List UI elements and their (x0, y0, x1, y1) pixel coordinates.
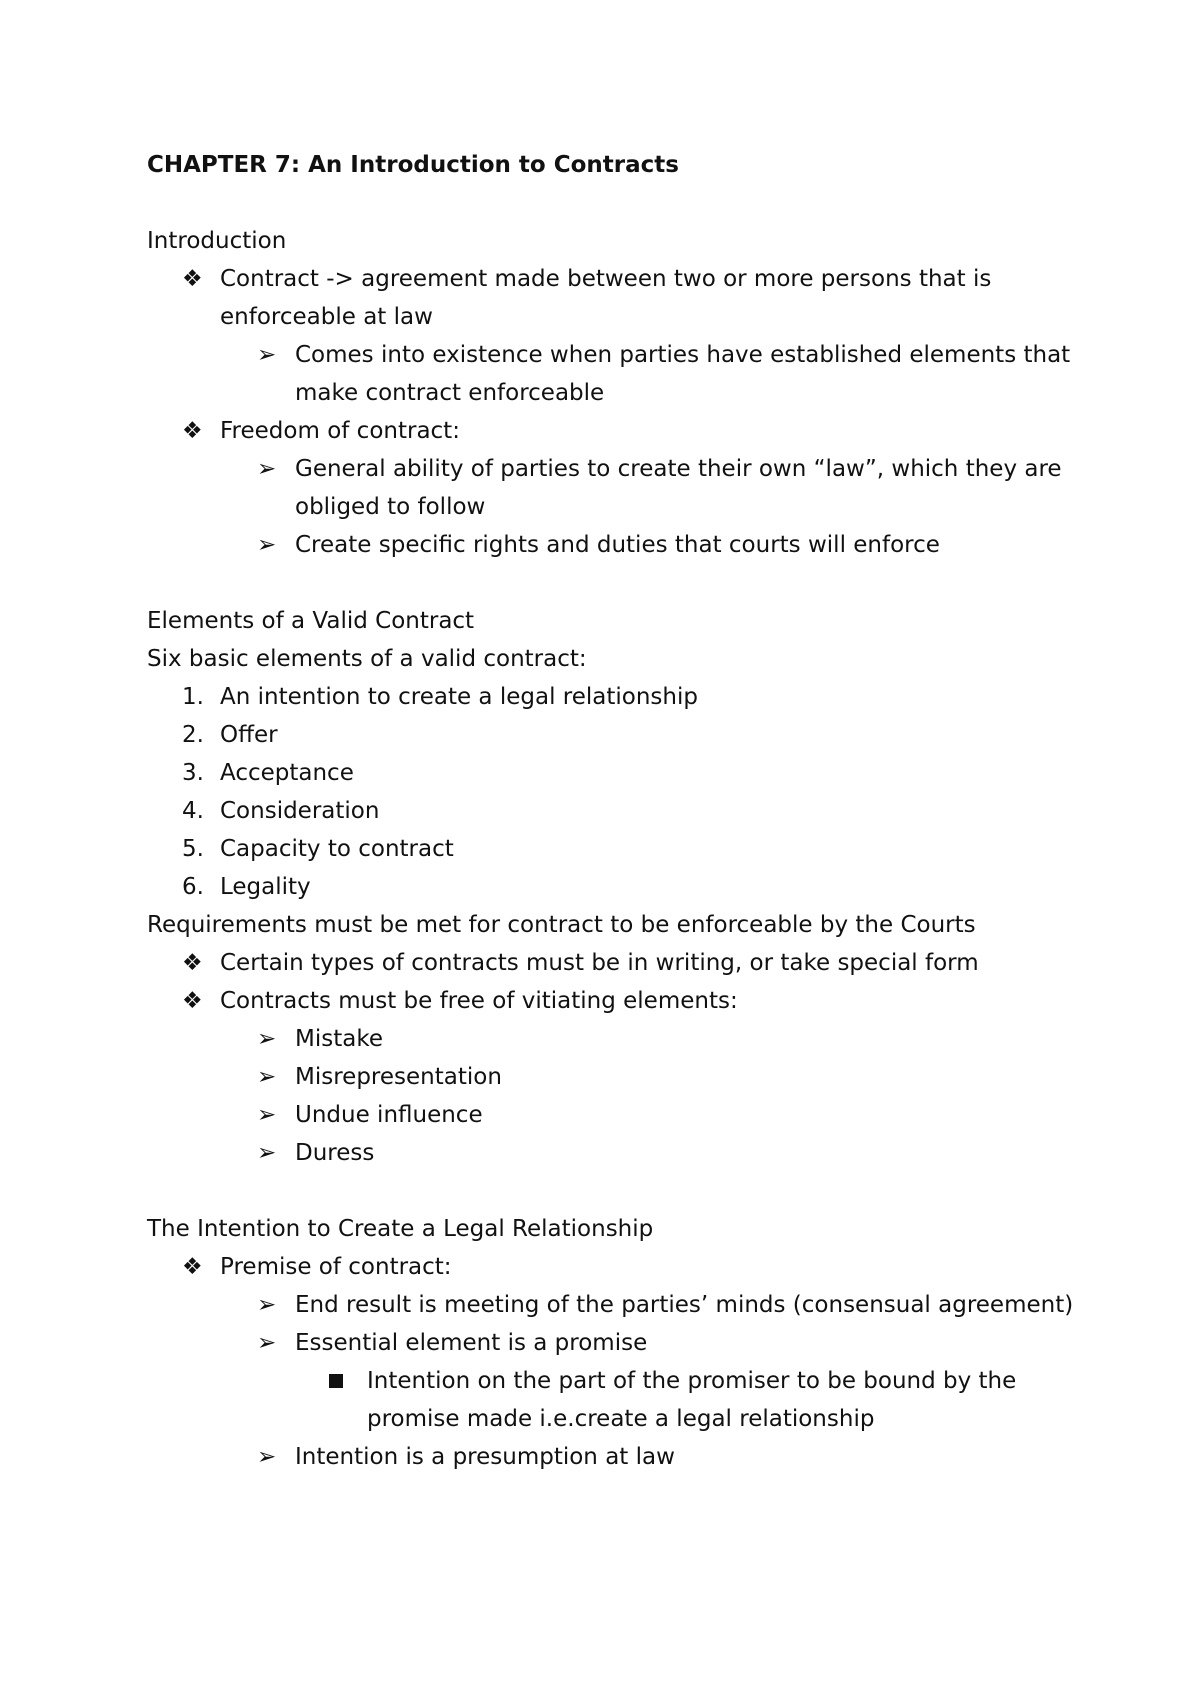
list-item-text: Premise of contract: (220, 1254, 452, 1280)
item-number: 6. (182, 874, 204, 900)
section-heading-intention: The Intention to Create a Legal Relationship (147, 1216, 654, 1242)
diamond-bullet-icon: ❖ (182, 950, 203, 976)
requirements-text: Requirements must be met for contract to be enforceable by the Courts (147, 912, 976, 938)
list-item (147, 1248, 1077, 1286)
arrow-bullet-icon: ➢ (257, 1102, 277, 1128)
spacer (147, 564, 1077, 602)
list-item-text: Undue influence (295, 1102, 483, 1128)
item-number: 4. (182, 798, 204, 824)
spacer (147, 184, 1077, 222)
list-item-text: Misrepresentation (295, 1064, 502, 1090)
numbered-item (147, 830, 1077, 868)
arrow-bullet-icon: ➢ (257, 1444, 277, 1470)
list-item (147, 526, 1077, 564)
list-item (147, 1058, 1077, 1096)
list-item (147, 412, 1077, 450)
list-item-text: Duress (295, 1140, 375, 1166)
list-item (147, 944, 1077, 982)
elements-subheading: Six basic elements of a valid contract: (147, 646, 587, 672)
section-heading-introduction: Introduction (147, 228, 287, 254)
list-item-text: Contract -> agreement made between two or more persons that is enforceable at law (220, 266, 992, 330)
chapter-title: CHAPTER 7: An Introduction to Contracts (147, 152, 679, 178)
arrow-bullet-icon: ➢ (257, 1140, 277, 1166)
arrow-bullet-icon: ➢ (257, 342, 277, 368)
list-item (147, 1096, 1077, 1134)
diamond-bullet-icon: ❖ (182, 418, 203, 444)
item-number: 2. (182, 722, 204, 748)
list-item (147, 1286, 1077, 1324)
arrow-bullet-icon: ➢ (257, 1292, 277, 1318)
numbered-item-text: Acceptance (220, 760, 354, 786)
numbered-item-text: An intention to create a legal relationship (220, 684, 698, 710)
list-item (147, 1134, 1077, 1172)
item-number: 3. (182, 760, 204, 786)
list-item-text: Create specific rights and duties that courts will enforce (295, 532, 940, 558)
list-item-text: Intention on the part of the promiser to be bound by the promise made i.e.create a legal relationship (367, 1368, 1017, 1432)
list-item-text: Mistake (295, 1026, 383, 1052)
diamond-bullet-icon: ❖ (182, 266, 203, 292)
square-bullet-shape (329, 1374, 343, 1388)
numbered-item-text: Consideration (220, 798, 380, 824)
list-item (147, 260, 1077, 336)
list-item-text: Comes into existence when parties have established elements that make contract enforceable (295, 342, 1071, 406)
item-number: 1. (182, 684, 204, 710)
arrow-bullet-icon: ➢ (257, 1330, 277, 1356)
diamond-bullet-icon: ❖ (182, 988, 203, 1014)
list-item (147, 450, 1077, 526)
list-item (147, 1362, 1077, 1438)
arrow-bullet-icon: ➢ (257, 456, 277, 482)
list-item-text: General ability of parties to create their own “law”, which they are obliged to follow (295, 456, 1062, 520)
list-item (147, 1438, 1077, 1476)
list-item (147, 1324, 1077, 1362)
spacer (147, 1172, 1077, 1210)
numbered-item-text: Offer (220, 722, 278, 748)
list-item-text: Certain types of contracts must be in writing, or take special form (220, 950, 979, 976)
list-item-text: End result is meeting of the parties’ minds (consensual agreement) (295, 1292, 1074, 1318)
numbered-item-text: Legality (220, 874, 311, 900)
numbered-item-text: Capacity to contract (220, 836, 454, 862)
diamond-bullet-icon: ❖ (182, 1254, 203, 1280)
list-item-text: Freedom of contract: (220, 418, 460, 444)
numbered-item (147, 716, 1077, 754)
arrow-bullet-icon: ➢ (257, 1064, 277, 1090)
numbered-item (147, 868, 1077, 906)
list-item (147, 982, 1077, 1020)
list-item-text: Essential element is a promise (295, 1330, 648, 1356)
numbered-item (147, 792, 1077, 830)
document-page (147, 146, 1077, 1476)
list-item-text: Intention is a presumption at law (295, 1444, 675, 1470)
list-item (147, 336, 1077, 412)
square-bullet-icon (329, 1362, 367, 1400)
arrow-bullet-icon: ➢ (257, 1026, 277, 1052)
numbered-item (147, 754, 1077, 792)
list-item-text: Contracts must be free of vitiating elements: (220, 988, 738, 1014)
item-number: 5. (182, 836, 204, 862)
list-item (147, 1020, 1077, 1058)
section-heading-elements: Elements of a Valid Contract (147, 608, 475, 634)
numbered-item (147, 678, 1077, 716)
arrow-bullet-icon: ➢ (257, 532, 277, 558)
